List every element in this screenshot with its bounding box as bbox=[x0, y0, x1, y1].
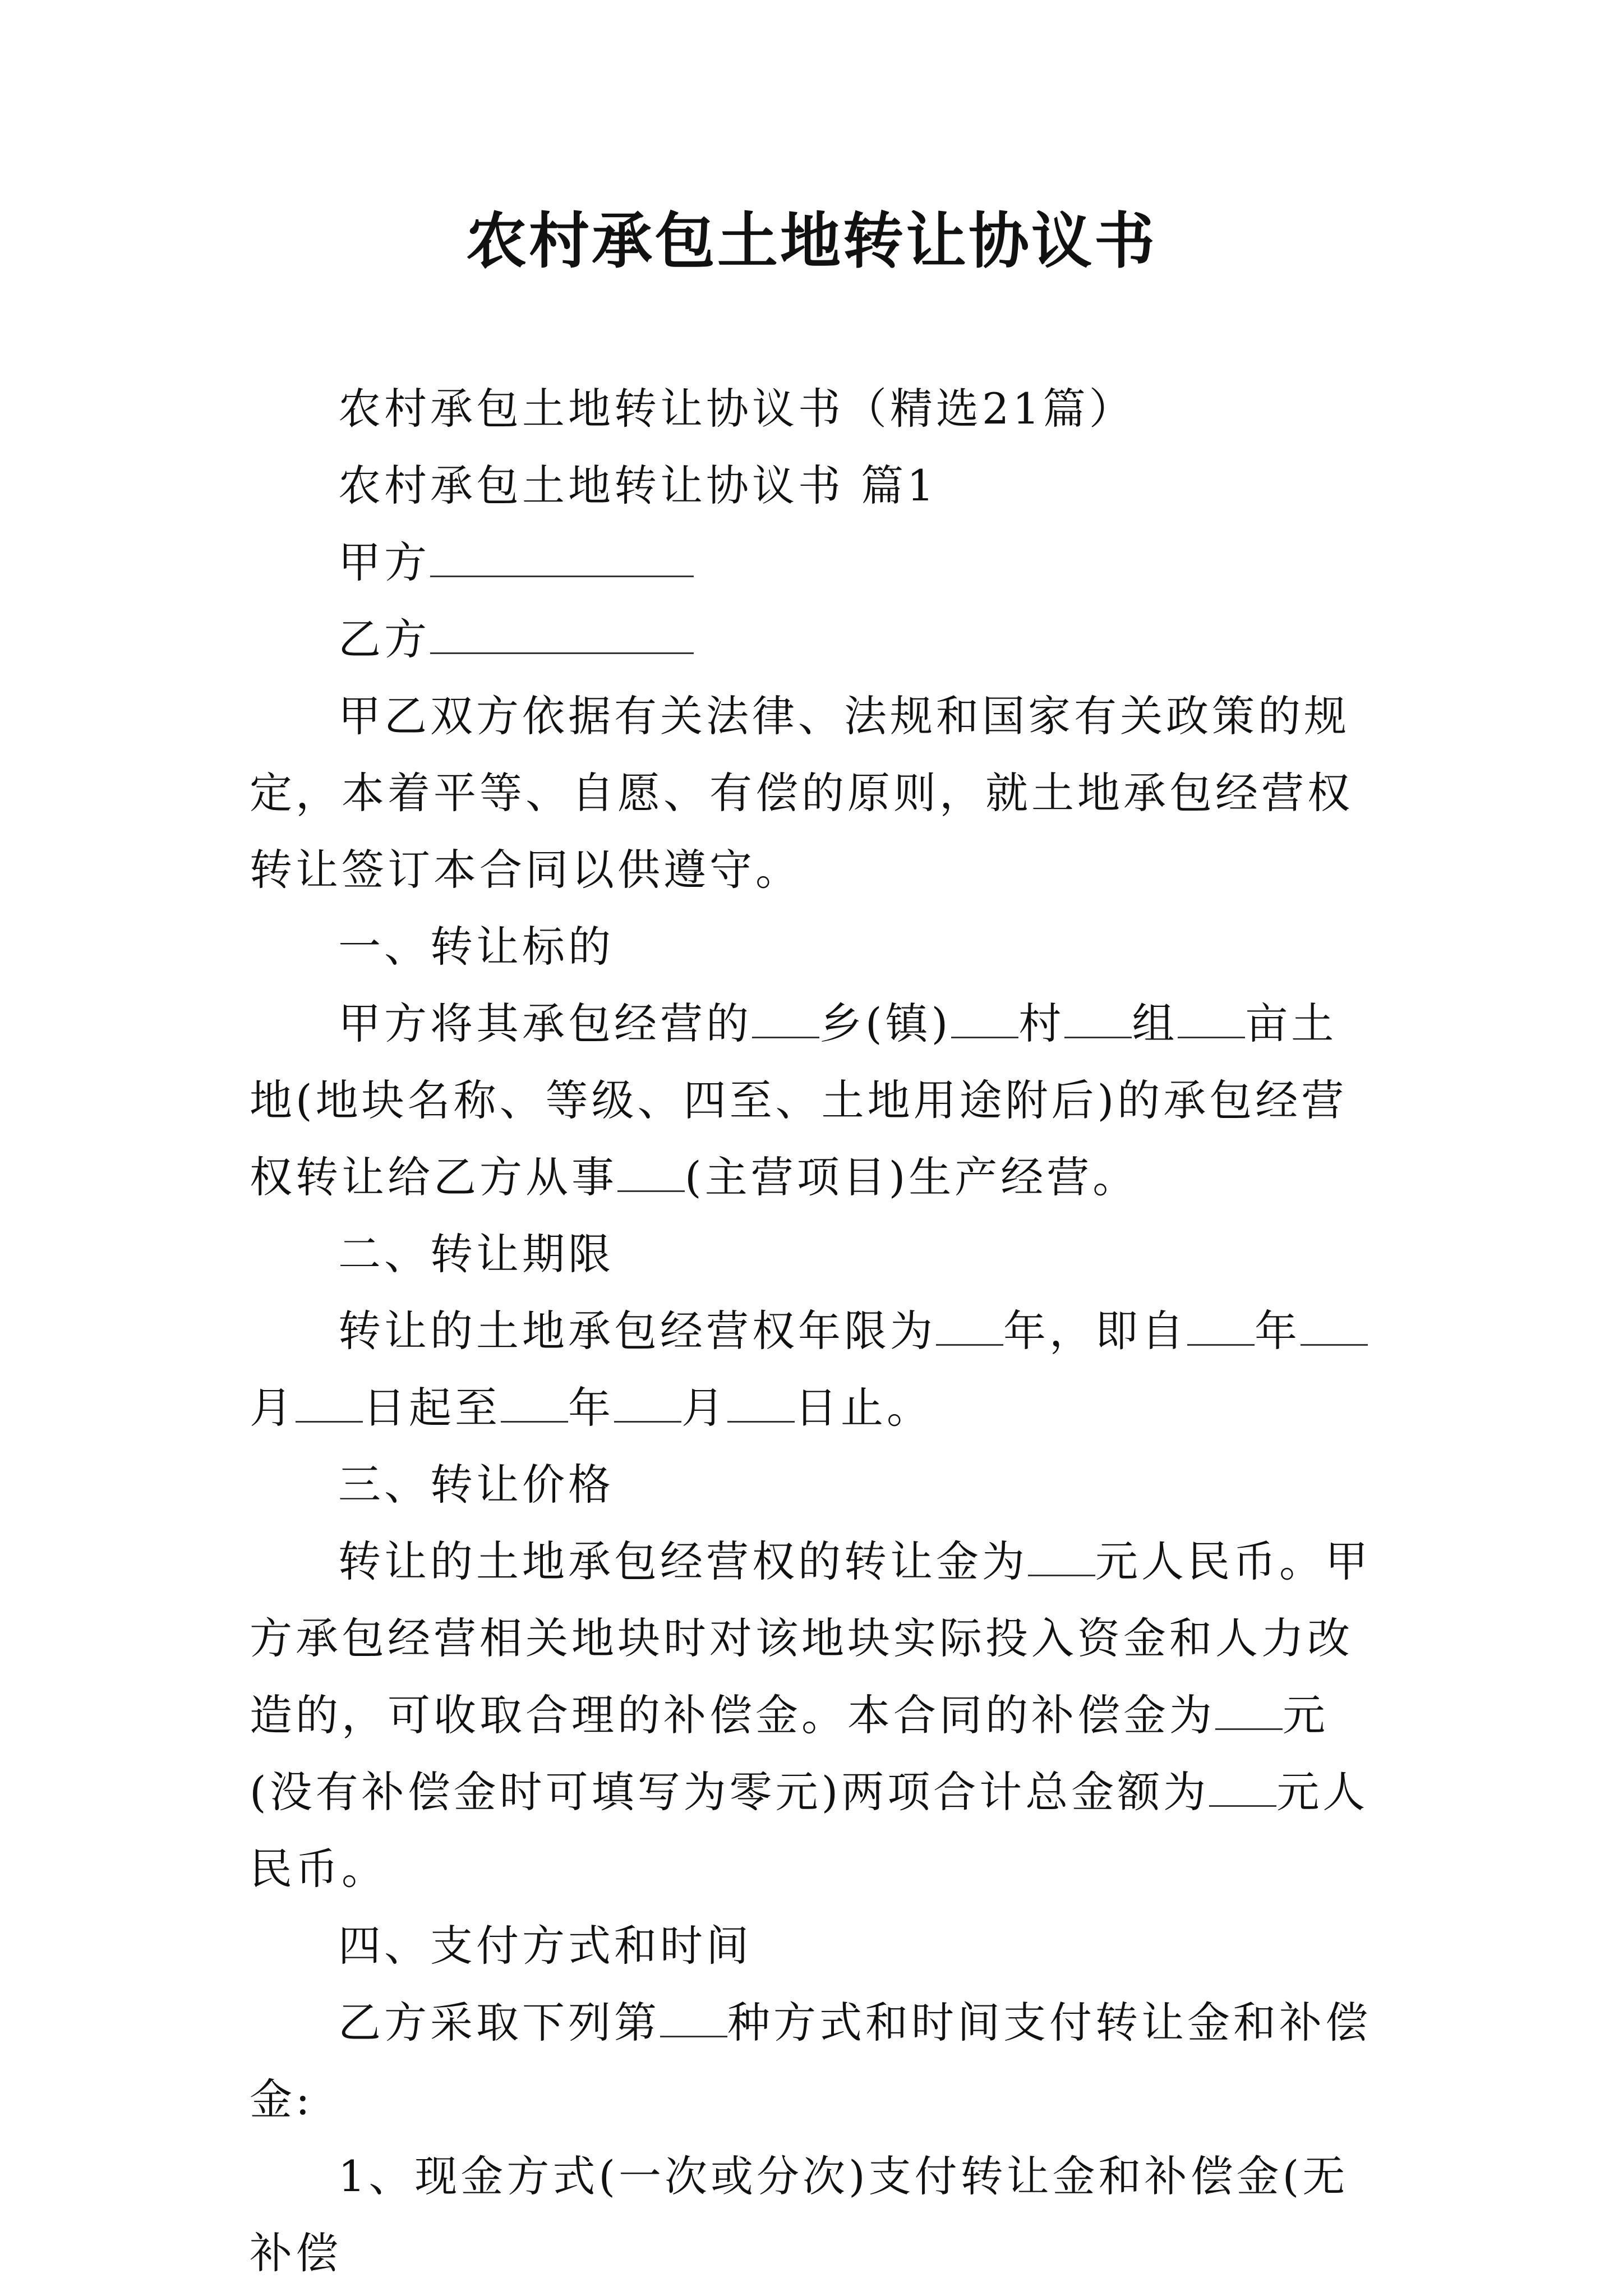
text-run: 种方式和时间支付转让金和补偿金: bbox=[250, 1998, 1371, 2124]
transfer-fee-blank bbox=[1028, 1541, 1095, 1576]
text-run: 月 bbox=[681, 1383, 727, 1433]
document-title: 农村承包土地转让协议书 bbox=[465, 206, 1157, 277]
section4-heading: 四、支付方式和时间 bbox=[338, 1921, 752, 1971]
intro-paragraph: 甲乙双方依据有关法律、法规和国家有关政策的规定，本着平等、自愿、有偿的原则，就土地承包经营权转让签订本合同以供遵守。 bbox=[250, 691, 1353, 895]
end-day-blank bbox=[727, 1387, 795, 1423]
project-blank bbox=[617, 1157, 685, 1192]
text-run: 日起至 bbox=[363, 1383, 501, 1433]
text-run: 元人民币。 bbox=[250, 1767, 1369, 1894]
text-run: 甲方将其承包经营的 bbox=[338, 999, 752, 1048]
party-b-label: 乙方 bbox=[338, 614, 430, 664]
party-a-line bbox=[250, 524, 1382, 601]
text-run: 村 bbox=[1018, 999, 1065, 1048]
text-run: 亩土地(地块名称、等级、四至、土地用途附后)的承包经营权转让给乙方从事 bbox=[250, 999, 1348, 1202]
group-blank bbox=[1064, 1003, 1132, 1038]
end-year-blank bbox=[501, 1387, 568, 1423]
area-blank bbox=[1178, 1003, 1245, 1038]
item1-paragraph: 1、现金方式(一次或分次)支付转让金和补偿金(无补偿 bbox=[250, 2151, 1349, 2278]
text-run: 元人民币。甲方承包经营相关地块时对该地块实际投入资金和人力改造的，可收取合理的补偿金。本合同的补偿金为 bbox=[250, 1536, 1371, 1740]
subtitle: 农村承包土地转让协议书（精选21篇） bbox=[338, 384, 1135, 434]
party-a-label: 甲方 bbox=[338, 537, 430, 587]
text-run: 年 bbox=[568, 1383, 614, 1433]
village-blank bbox=[951, 1003, 1018, 1038]
text-run: 年 bbox=[1255, 1306, 1301, 1356]
section3-heading: 三、转让价格 bbox=[338, 1460, 614, 1510]
start-day-blank bbox=[296, 1387, 363, 1423]
text-run: 年，即自 bbox=[1003, 1306, 1187, 1356]
text-run: 组 bbox=[1132, 999, 1178, 1048]
start-year-blank bbox=[1187, 1310, 1255, 1346]
text-run: 元(没有补偿金时可填写为零元)两项合计总金额为 bbox=[250, 1690, 1329, 1817]
compensation-blank bbox=[1215, 1695, 1283, 1730]
document-body bbox=[250, 370, 1382, 2292]
text-run: 乡(镇) bbox=[819, 999, 952, 1048]
section1-heading: 一、转让标的 bbox=[338, 922, 614, 972]
text-run: 转让的土地承包经营权年限为 bbox=[338, 1306, 936, 1356]
town-blank bbox=[752, 1003, 819, 1038]
section2-heading: 二、转让期限 bbox=[338, 1229, 614, 1279]
party-a-blank bbox=[430, 542, 694, 577]
start-month-blank bbox=[1301, 1310, 1368, 1346]
total-amount-blank bbox=[1209, 1772, 1276, 1807]
section3-paragraph bbox=[250, 1523, 1382, 1907]
party-b-blank bbox=[430, 619, 694, 654]
text-run: 转让的土地承包经营权的转让金为 bbox=[338, 1536, 1028, 1586]
party-b-line bbox=[250, 601, 1382, 678]
chapter-heading: 农村承包土地转让协议书 篇1 bbox=[338, 461, 938, 510]
text-run: (主营项目)生产经营。 bbox=[685, 1152, 1139, 1202]
method-blank bbox=[660, 2002, 727, 2037]
section1-paragraph bbox=[250, 985, 1382, 1216]
end-month-blank bbox=[614, 1387, 681, 1423]
text-run: 日止。 bbox=[795, 1383, 933, 1433]
years-blank bbox=[936, 1310, 1003, 1346]
section2-paragraph bbox=[250, 1292, 1382, 1446]
section4-paragraph bbox=[250, 1984, 1382, 2138]
text-run: 月 bbox=[250, 1383, 296, 1433]
text-run: 乙方采取下列第 bbox=[338, 1998, 660, 2047]
